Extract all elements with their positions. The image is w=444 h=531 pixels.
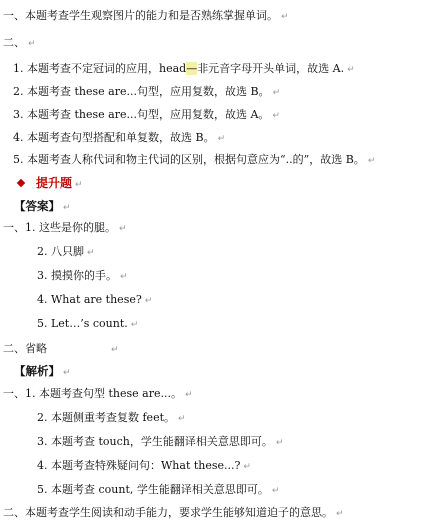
line-text: 2. 八只脚: [37, 245, 84, 258]
text-line: [13, 153, 375, 168]
paragraph-mark: ↵: [272, 111, 280, 121]
paragraph-mark: ↵: [130, 320, 139, 330]
paragraph-mark: ↵: [63, 203, 71, 213]
text-line: [14, 199, 71, 215]
line-text: 5. Let…’s count.: [37, 317, 128, 330]
diamond-bullet-icon: [17, 179, 25, 187]
text-line: [37, 269, 128, 284]
text-line: [13, 131, 225, 146]
answer-heading: 【答案】: [14, 199, 60, 213]
highlighted-dash: —: [186, 62, 198, 75]
paragraph-mark: ↵: [336, 509, 344, 519]
paragraph-mark: ↵: [243, 462, 251, 472]
section-title: 提升题: [36, 176, 73, 190]
line-text: 一、1. 这些是你的腿。: [3, 221, 116, 234]
paragraph-mark: ↵: [217, 134, 226, 144]
paragraph-mark: ↵: [184, 390, 193, 400]
paragraph-mark: ↵: [272, 88, 281, 98]
text-line: [3, 506, 344, 521]
paragraph-mark: ↵: [63, 368, 71, 378]
line-text: 二、省略: [3, 342, 47, 355]
analysis-heading: 【解析】: [14, 364, 60, 378]
text-line: [14, 364, 71, 380]
line-text: 5. 本题考查人称代词和物主代词的区别，根据句意应为“..的”，故选 B。: [13, 153, 365, 166]
paragraph-mark: ↵: [367, 156, 376, 166]
paragraph-mark: ↵: [75, 180, 83, 190]
paragraph-mark: ↵: [28, 39, 36, 49]
paragraph-mark: ↵: [347, 65, 355, 75]
line-text: 二、本题考查学生阅读和动手能力，要求学生能够知道迫子的意思。: [3, 506, 333, 519]
text-line: [37, 245, 95, 260]
paragraph-mark: ↵: [119, 224, 127, 234]
line-text: 3. 本题考查 these are...句型，应用复数，故选 A。: [13, 108, 270, 121]
text-line: [3, 342, 119, 357]
paragraph-mark: ↵: [111, 345, 119, 355]
paragraph-mark: ↵: [178, 414, 186, 424]
line-text: 4. 本题考查句型搭配和单复数，故选 B。: [13, 131, 215, 144]
text-line: [3, 9, 289, 24]
line-text: 一、1. 本题考查句型 these are...。: [3, 387, 182, 400]
paragraph-mark: ↵: [144, 296, 153, 306]
line-text: 2. 本题侧重考查复数 feet。: [37, 411, 175, 424]
text-line: [13, 62, 355, 77]
text-line: [13, 85, 280, 100]
paragraph-mark: ↵: [87, 248, 95, 258]
text-line: [3, 387, 193, 402]
line-text: 4. What are these?: [37, 293, 142, 306]
line-text: 非元音字母开头单词，故选 A.: [197, 62, 345, 75]
text-line: [37, 293, 152, 308]
text-line: [37, 483, 279, 498]
line-text: 4. 本题考查特殊疑问句：What these...?: [37, 459, 241, 472]
paragraph-mark: ↵: [281, 12, 289, 22]
line-text: 一、本题考查学生观察图片的能力和是否熟练掌握单词。: [3, 9, 278, 22]
text-line: [37, 411, 186, 426]
text-line: [3, 36, 36, 51]
text-line: [37, 459, 251, 474]
paragraph-mark: ↵: [120, 272, 128, 282]
text-line: [37, 317, 138, 332]
text-line: [3, 221, 127, 236]
text-line: [37, 435, 283, 450]
paragraph-mark: ↵: [271, 486, 280, 496]
line-text: 3. 本题考查 touch，学生能翻译相关意思即可。: [37, 435, 273, 448]
line-text: 5. 本题考查 count, 学生能翻译相关意思即可。: [37, 483, 269, 496]
line-text: 二、: [3, 36, 25, 49]
line-text: 3. 摸摸你的手。: [37, 269, 117, 282]
line-text: 2. 本题考查 these are...句型，应用复数，故选 B。: [13, 85, 270, 98]
section-heading: [14, 176, 83, 192]
text-line: [13, 108, 280, 123]
paragraph-mark: ↵: [275, 438, 284, 448]
line-text: 1. 本题考查不定冠词的应用，head: [13, 62, 187, 75]
